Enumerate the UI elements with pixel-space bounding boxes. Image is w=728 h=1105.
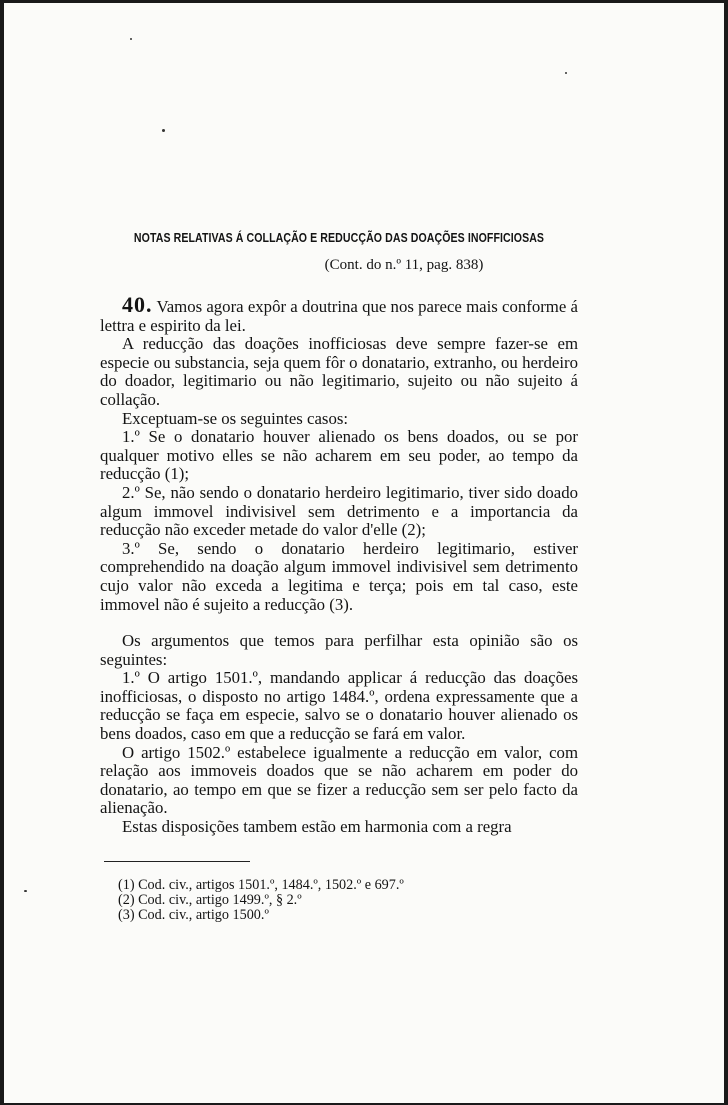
paragraph: Os argumentos que temos para perfilhar esta opinião são os seguintes: <box>100 631 578 669</box>
page-content <box>100 231 578 924</box>
paragraph: Exceptuam-se os seguintes casos: <box>122 408 349 428</box>
ink-speck <box>162 129 165 132</box>
section-number: 40. <box>122 292 153 317</box>
paragraph: O artigo 1502.º estabelece igualmente a reducção em valor, com relação aos immoveis doados que se não acharem em poder do donatario, ao tempo em que se fizer a reducção sem ser pelo facto da alienação. <box>100 742 578 818</box>
continuation-note: (Cont. do n.º 11, pag. 838) <box>324 257 484 273</box>
body-text <box>100 292 578 837</box>
footnote: (2) Cod. civ., artigo 1499.º, § 2.º <box>118 892 302 909</box>
paragraph: 1.º O artigo 1501.º, mandando applicar á reducção das doações inofficiosas, o disposto no artigo 1484.º, ordena expressamente que a reducção se faça em especie, salvo se o donatario houver alienado os bens doados, caso em que a reducção se fará em valor. <box>100 668 578 744</box>
ink-speck <box>565 72 567 74</box>
paragraph-gap <box>100 614 578 632</box>
page-title: NOTAS RELATIVAS Á COLLAÇÃO E REDUCÇÃO DAS DOAÇÕES INOFFICIOSAS <box>133 231 545 245</box>
paragraph <box>100 292 578 335</box>
document-page <box>4 3 724 1103</box>
paragraph-text: Vamos agora expôr a doutrina que nos parece mais conforme á lettra e espirito da lei. <box>100 297 578 335</box>
paragraph: Estas disposições tambem estão em harmonia com a regra <box>122 817 512 837</box>
paragraph: 1.º Se o donatario houver alienado os bens doados, ou se por qualquer motivo elles se não acharem em seu poder, ao tempo da reducção (1); <box>100 427 578 484</box>
footnote-divider <box>104 861 250 862</box>
ink-speck <box>24 890 27 892</box>
footnote: (3) Cod. civ., artigo 1500.º <box>118 907 269 924</box>
ink-speck <box>130 38 132 40</box>
paragraph: 2.º Se, não sendo o donatario herdeiro legitimario, tiver sido doado algum immovel indivisivel sem detrimento e a importancia da reducção não exceder metade do valor d'elle (2); <box>100 482 578 540</box>
paragraph: A reducção das doações inofficiosas deve sempre fazer-se em especie ou substancia, seja quem fôr o donatario, extranho, ou herdeiro do doador, legitimario ou não legitimario, sujeito ou não sujeito á collação. <box>100 334 578 409</box>
paragraph: 3.º Se, sendo o donatario herdeiro legitimario, estiver comprehendido na doação algum immovel indivisivel sem detrimento cujo valor não exceda a legitima e terça; pois em tal caso, este immovel não é sujeito a reducção (3). <box>100 538 578 614</box>
footnotes <box>100 878 578 924</box>
footnote: (1) Cod. civ., artigos 1501.º, 1484.º, 1502.º e 697.º <box>118 876 404 893</box>
